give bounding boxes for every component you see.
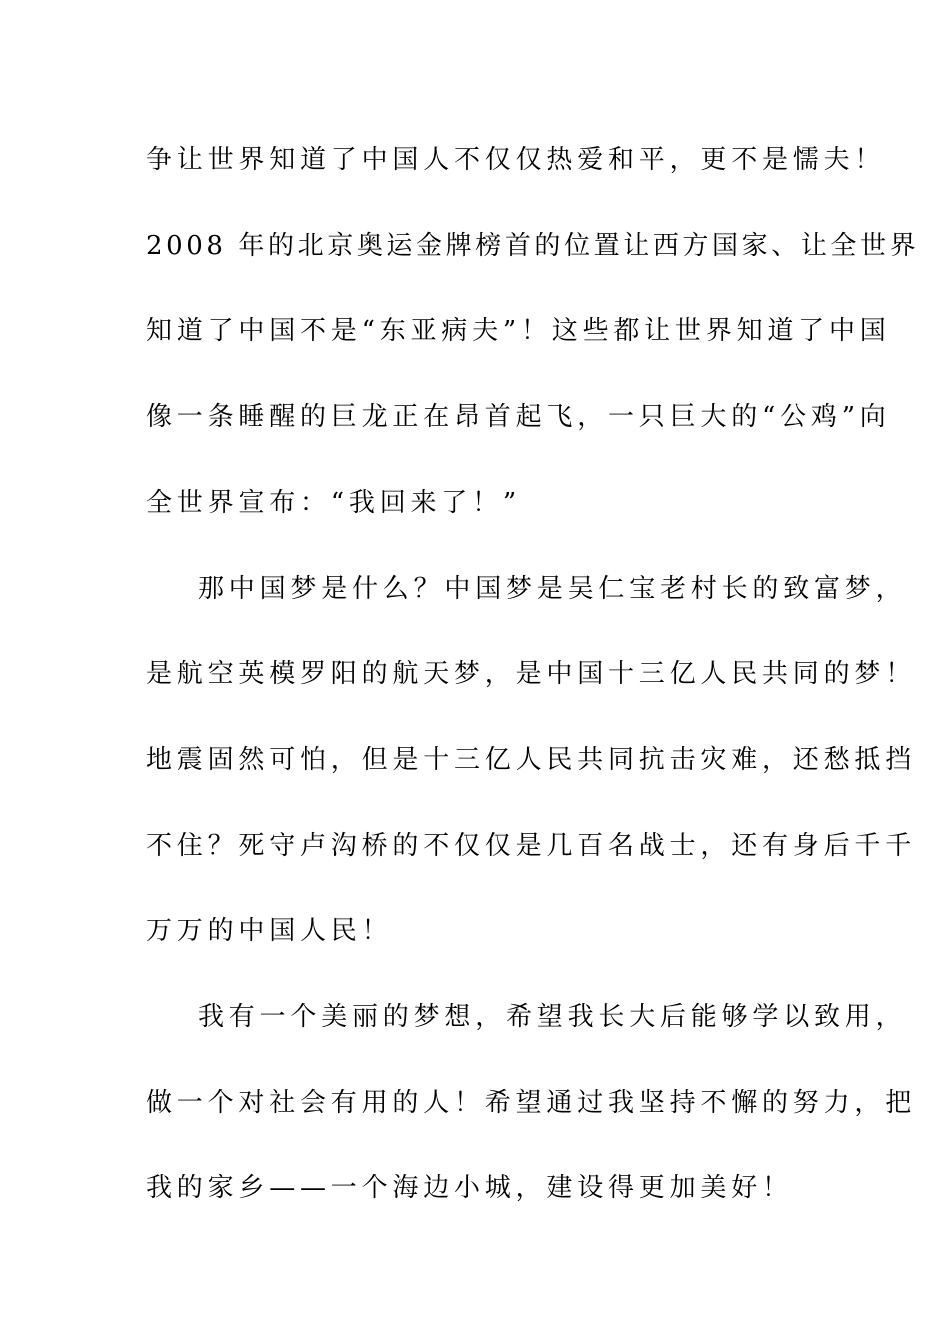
text-line: 像一条睡醒的巨龙正在昂首起飞，一只巨大的“公鸡”向: [146, 402, 891, 432]
text-line: 地震固然可怕，但是十三亿人民共同抗击灾难，还愁抵挡: [146, 745, 917, 775]
paragraph-first-line: 我有一个美丽的梦想，希望我长大后能够学以致用，: [198, 1002, 907, 1032]
text-line: 争让世界知道了中国人不仅仅热爱和平，更不是懦夫！: [146, 145, 886, 175]
text-line: 2008 年的北京奥运金牌榜首的位置让西方国家、让全世界: [146, 231, 920, 261]
text-line: 不住？死守卢沟桥的不仅仅是几百名战士，还有身后千千: [146, 831, 917, 861]
paragraph-first-line: 那中国梦是什么？中国梦是吴仁宝老村长的致富梦，: [198, 574, 907, 604]
text-line: 知道了中国不是“东亚病夫”！这些都让世界知道了中国: [146, 316, 891, 346]
text-line: 万万的中国人民！: [146, 916, 393, 946]
text-line: 全世界宣布：“我回来了！”: [146, 488, 521, 518]
text-line: 我的家乡——一个海边小城，建设得更加美好！: [146, 1173, 793, 1203]
text-line: 是航空英模罗阳的航天梦，是中国十三亿人民共同的梦！: [146, 659, 917, 689]
text-line: 做一个对社会有用的人！希望通过我坚持不懈的努力，把: [146, 1088, 917, 1118]
